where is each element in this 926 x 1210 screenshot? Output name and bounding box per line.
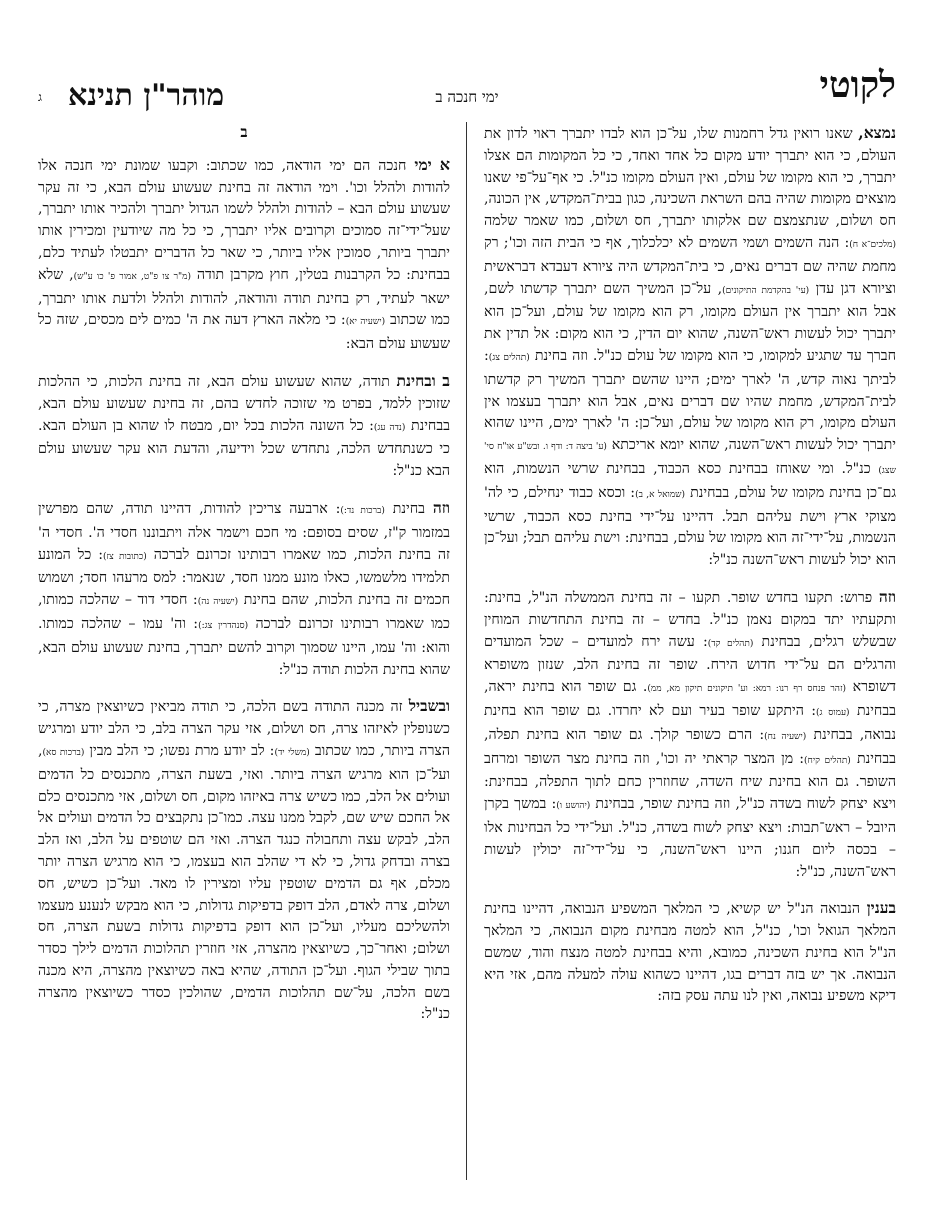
citation: (זהר פנחס רף רנו: רמא: וע' תיקונים תיקון מא, ממ) <box>647 684 847 695</box>
paragraph <box>484 586 896 883</box>
right-column <box>484 122 896 1022</box>
paragraph-text: : לביתך נאוה קדש, ה' לארך ימים; היינו שהשם יתברך המשיך רק קדשתו לבית־המקדש, מחמת שהיו שם דברים נאים, אבל הוא יתברך בעצמו אין העולם מקומו, רק הוא מקומו של עולם, ועל־כן: ה' לארך ימים, היינו שהוא יתברך יכול לעשות ראש־השנה, שהוא יומא אריכתא <box>484 347 897 454</box>
paragraph-text: , ועל־כן הוא מרגיש הצרה ביותר. ואזי, בשעת הצרה, מתכנסים כל הדמים ועולים אל הלב, כמו כשיש צרה באיזהו מקום, חס ושלום, אזי מתכנסים כלם אל החכם שיש שם, לקבל ממנו עצה. כמו־כן נתקבצים כל הדמים ועולים אל הלב, לבקש עצה ותחבולה כנגד הצרה. ואזי הם שוטפים על הלב, ואז הלב בצרה ובדחק גדול, כי לא די שהלב הוא בעצמו, כי הוא מרגיש הצרה יותר מכלם, אף גם הדמים שוטפין עליו ומצירין לו מאד. ועל־כן כשיש, חס ושלום, צרה לאדם, הלב דופק בדפיקות גדולות, כי הוא מבקש לנענע מעצמו ולהשליכם מעליו, ועל־כן הוא דופק בדפיקות גדולות בשעת הצרה, חס ושלום; ואחר־כך, כשיוצאין מהצרה, אזי חוזרין תהלוכות הדמים לילך כסדר בתוך שבילי הגוף. ועל־כן התודה, שהיא באה כשיוצאין מהצרה, היא מכנה בשם הלכה, על־שם תהלוכות הדמים, שהולכין כסדר כשיוצאין מהצרה כנ"ל: <box>38 742 450 1023</box>
citation: (עמוס ג) <box>816 707 850 718</box>
paragraph-text: כנ"ל. ומי שאוחז בבחינת כסא הכבוד, בבחינת שרשי הנשמות, הוא גם־כן בחינת מקומו של עולם, בבחינת <box>484 460 897 501</box>
paragraph-text: : כי מלאה הארץ דעה את ה' כמים לים מכסים, שזה כל שעשוע עולם הבא: <box>38 312 450 353</box>
citation: (ע' ביצה ד: ודף ו. ובש"ע או"ח סי' שצג) <box>484 442 896 476</box>
book-title-left: מוהר"ן תנינא <box>68 78 225 113</box>
citation: (סנהדרין צג:) <box>198 620 249 631</box>
citation: (מ"ר צו פ"ט, אמור פ' כו ע"ש) <box>73 271 191 282</box>
paragraph-lead: וזה <box>432 497 451 517</box>
citation: (ישעיה נה) <box>197 597 239 608</box>
paragraph-text: : מן המצר קראתי יה וכו', וזה בחינת מצר השופר ומרחב השופר. גם הוא בחינת שיח השדה, שחוזרין כחם לתוך התפלה, בבחינת: ויצא יצחק לשוח בשדה כנ"ל, וזה בחינת שופר, בבחינת <box>484 750 896 813</box>
paragraph-lead: ובחינת <box>396 370 436 390</box>
paragraph-lead: ובשביל <box>408 696 450 716</box>
paragraph-text: : וה' עמו – שהלכה כמותו. והוא: וה' עמו, היינו שסמוך וקרוב להשם יתברך, בחינת שעשוע עולם הבא, שהוא בחינת הלכות תודה כנ"ל: <box>38 615 450 678</box>
paragraph-text: . גם שופר הוא בחינת יראה, בבחינת <box>484 679 896 719</box>
citation: (ברכות נד:) <box>340 505 385 516</box>
paragraph-text: : לב יודע מרת נפשו; כי הלב מבין <box>89 742 275 759</box>
paragraph-lead: ימי <box>414 154 432 174</box>
paragraph-text: : כל המונע תלמידו מלשמשו, כאלו מונע ממנו חסד, שנאמר: למס מרעהו חסד; ושמוש חכמים זה בחינת הלכות, שהם בחינת <box>38 546 450 609</box>
paragraph <box>484 122 896 572</box>
citation: (יהושע ו) <box>556 801 591 812</box>
paragraph-text: , שלא ישאר לעתיד, רק בחינת תודה והודאה, להודות ולהלל ולדעת אותו יתברך, כמו שכתוב <box>38 266 450 329</box>
citation: (מלכים־א ח) <box>849 239 896 250</box>
citation: (ברכות סא) <box>42 747 85 758</box>
paragraph-number: ב <box>442 370 450 390</box>
citation: (תהלים קיח) <box>803 755 851 766</box>
paragraph <box>38 497 450 681</box>
paragraph-lead: נמצא, <box>858 123 896 142</box>
book-title-right: לקוטי <box>819 64 896 106</box>
paragraph <box>38 695 450 1026</box>
paragraph <box>484 897 896 1008</box>
paragraph-text: : הרם כשופר קולך. גם שופר הוא בחינת תפלה, בבחינת <box>484 726 896 767</box>
paragraph-text: : ארבעה צריכין להודות, דהיינו תודה, שהם מפרשין במזמור ק"ז, שסים בסופם: מי חכם וישמר אלה ויתבוננו חסדי ה'. חסדי ה' זה בחינת הלכות, כמו שאמרו רבותינו זכרונם לברכה <box>38 500 450 563</box>
section-heading: ב <box>240 123 248 141</box>
paragraph-text: : וכסא כבוד ינחילם, כי לה' מצוקי ארץ וישת עליהם תבל. דהיינו על־ידי בחינת כסא הכבוד, שרשי הנשמות, על־ידי־זה הוא מקומו של עולם, בבחינת: וישת עליהם תבל; ועל־כן הוא יכול לעשות ראש־השנה כנ"ל: <box>484 484 896 569</box>
column-divider <box>466 122 467 1180</box>
page-number: ג <box>38 90 42 104</box>
left-column <box>38 122 450 1040</box>
citation: (תהלים צג) <box>488 352 530 363</box>
paragraph-text: זה מכנה התודה בשם הלכה, כי תודה מביאין כשיוצאין מצרה, כי כשנופלין לאיזהו צרה, חס ושלום, אזי עקר הצרה בלב, כי הלב יודע ומרגיש הצרה ביותר, כמו שכתוב <box>38 699 451 759</box>
citation: (כתובות צז) <box>103 551 147 562</box>
paragraph-text: חנכה הם ימי הודאה, כמו שכתוב: וקבעו שמונת ימי חנכה אלו להודות ולהלל וכו'. וימי הודאה זה בחינת שעשוע עולם הבא, כי זה עקר שעשוע עולם הבא – להודות ולהלל לשמו הגדול יתברך ולהכיר אותו יתברך, שעל־ידי־זה סמוכים וקרובים אליו יתברך, כי כל מה שיודעין ומכירין אותו יתברך ביותר, סמוכין אליו ביותר, כי שאר כל הדברים יתבטלו לעתיד כלם, בבחינת: כל הקרבנות בטלין, חוץ מקרבן תודה <box>38 157 451 283</box>
paragraph <box>38 154 450 356</box>
paragraph-text: : הנה השמים ושמי השמים לא יכלכלוך, אף כי הבית הזה וכו'; רק מחמת שהיה שם דברים נאים, כי בית־המקדש היה ציורא דעבדא דבראשית וציורא דגן עדן <box>484 234 897 297</box>
running-head-center: ימי חנכה ב <box>435 88 499 106</box>
page-header <box>38 60 896 114</box>
citation: (משלי יד) <box>274 747 310 758</box>
paragraph-text: הנבואה הנ"ל יש קשיא, כי המלאך המשפיע הנבואה, דהיינו בחינת המלאך הגואל וכו', כנ"ל, הוא למטה מבחינת מקום הנבואה, כי המלאך הנ"ל הוא בחינת השכינה, כמובא, והיא בבחינת למטה מנצח והוד, שמשם הנבואה. אך יש בזה דברים בגו, דהיינו כשהוא עולה למעלה מהם, אזי היא דיקא משפיע נבואה, ואין לנו עתה עסק בזה: <box>484 901 896 1005</box>
page <box>38 60 896 1180</box>
paragraph-text: , על־כן המשיך השם יתברך קדשתו לשם, אבל הוא יתברך אין העולם מקומו, רק הוא מקומו של עולם, ועל־כן הוא יתברך יכול לעשות ראש־השנה, שהוא יום הדין, כי הוא מקום: אל תדין את חברך עד שתגיע למקומו, כי הוא מקומו של עולם כנ"ל. וזה בחינת <box>484 280 897 364</box>
citation: (ישעיה יא) <box>345 317 386 328</box>
citation: (שמואל א, ב) <box>635 489 686 500</box>
paragraph-text: : היתקע שופר בעיר ועם לא יחרדו. גם שופר הוא בחינת נבואה, בבחינת <box>484 702 896 743</box>
paragraph-lead: וזה <box>878 586 897 606</box>
paragraph-text: : במשך בקרן היובל – ראש־תבות: ויצא יצחק לשוח בשדה, כנ"ל. ועל־ידי כל הבחינות אלו – בכסה ליום חגנו; היינו ראש־השנה, כי על־ידי־זה יכולין לעשות ראש־השנה, כנ"ל: <box>484 796 896 880</box>
paragraph-text: פרוש: תקעו בחדש שופר. תקעו – זה בחינת הממשלה הנ"ל, בחינת: ותקעתיו יתד במקום נאמן כנ"ל. בחדש – זה בחינת התחדשות המוחין שבשלש רגלים, בבחינת <box>484 589 896 650</box>
paragraph <box>38 370 450 483</box>
citation: (נדה עג) <box>373 422 406 433</box>
paragraph-text: : חסדי דוד – שהלכה כמותו, כמו שאמרו רבותינו זכרונם לברכה <box>38 592 450 632</box>
paragraph-lead: בענין <box>866 898 896 918</box>
citation: (תהלים קד) <box>707 638 754 649</box>
citation: (ישעיה נח) <box>764 731 807 742</box>
citation: (עי' בהקדמת התיקונים) <box>722 285 810 296</box>
paragraph-text: תודה, שהוא שעשוע עולם הבא, זה בחינת הלכות, כי ההלכות שזוכין ללמד, בפרט מי שזוכה לחדש בהם, זה בחינת שעשוע עולם הבא, בבחינת <box>38 373 450 434</box>
paragraph-number: א <box>439 154 450 174</box>
paragraph-text: שאנו רואין גדל רחמנות שלו, על־כן הוא לבדו יתברך ראוי לדון את העולם, כי הוא יתברך יודע מקום כל אחד ואחד, כי כל המקומות הם אצלו יתברך, כי הוא מקומו של עולם, ואין העולם מקומו כנ"ל. כי אף־על־פי שאנו מוצאים מקומות שהיה בהם השראת השכינה, כגון בבית־המקדש, אין הכונה, חס ושלום, שנתצמצם שם אלקותו יתברך, חס ושלום, כמו שאמר שלמה <box>484 126 896 230</box>
paragraph-text: : כל השונה הלכות בכל יום, מבטח לו שהוא בן העולם הבא. כי כשנתחדש הלכה, נתחדש שכל וידיעה, והדעת הוא עקר שעשוע עולם הבא כנ"ל: <box>38 417 450 480</box>
paragraph-text: בחינת <box>392 500 425 517</box>
paragraph-text: : עשה ירח למועדים – שכל המועדים והרגלים הם על־ידי חדוש הירח. שופר זה בחינת הלב, שנזון משופרא דשופרא <box>484 633 896 696</box>
